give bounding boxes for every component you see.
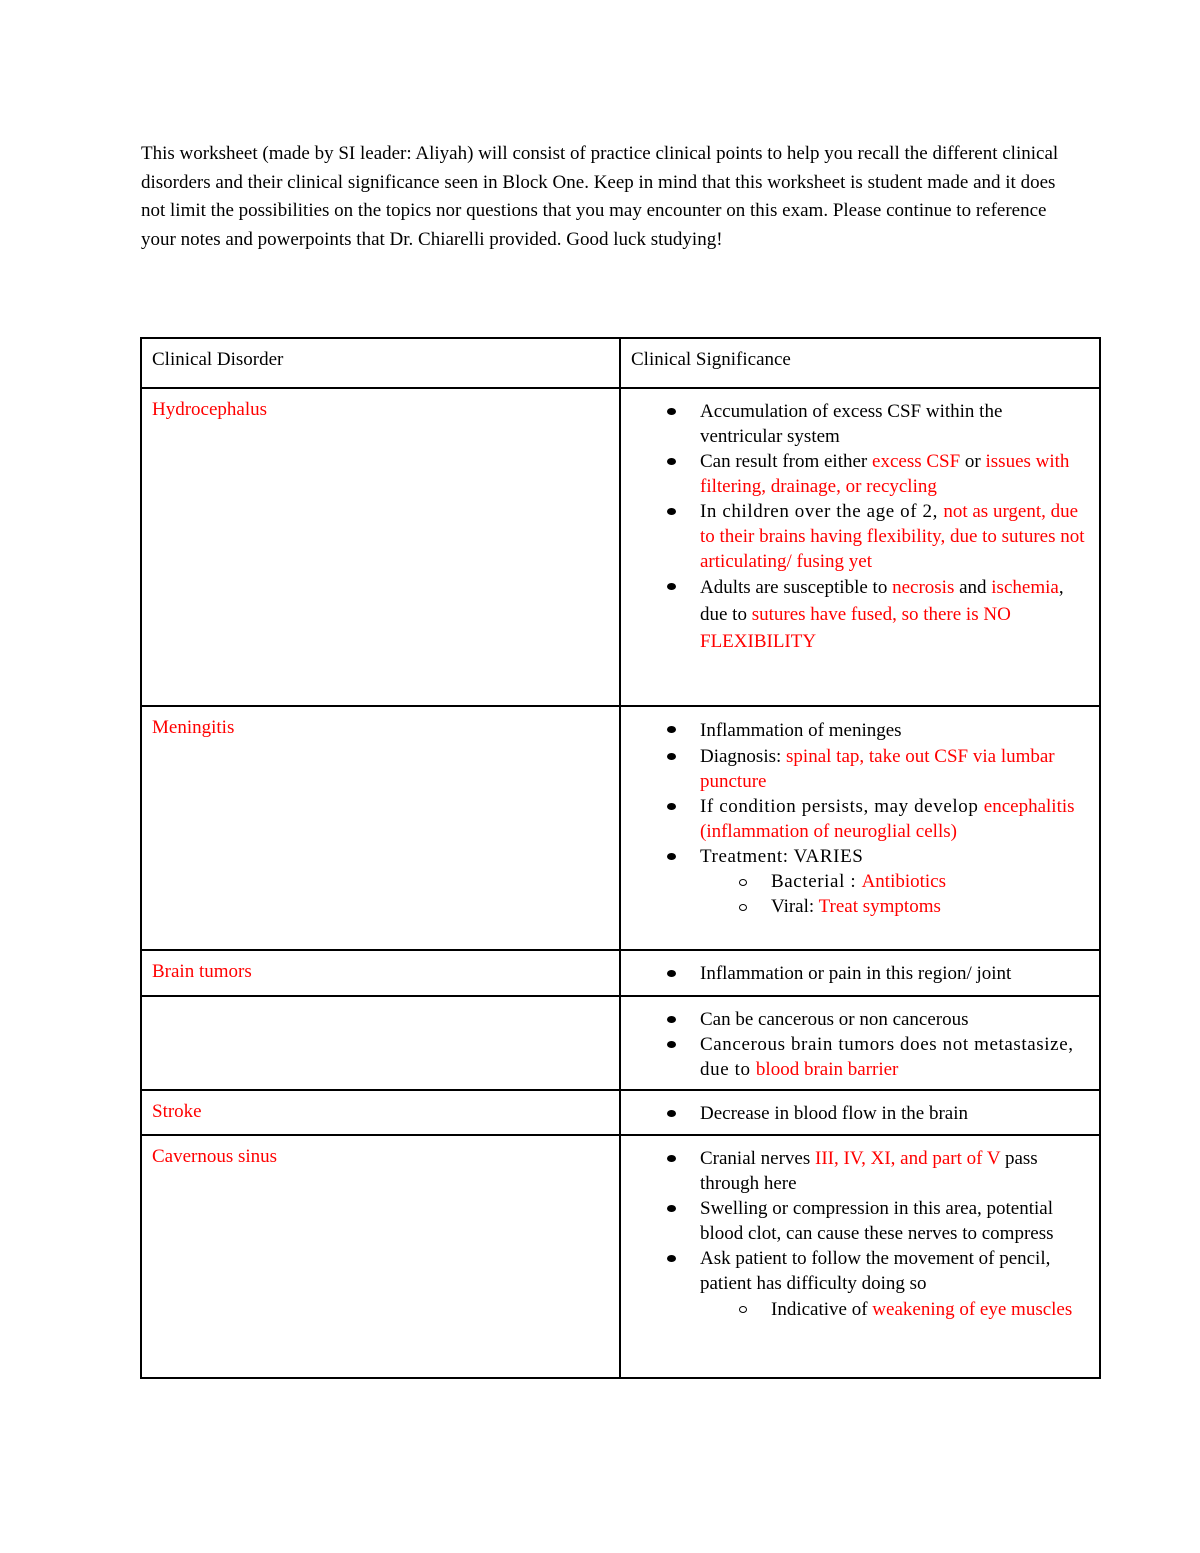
sub-list — [700, 1296, 1089, 1323]
significance-list — [631, 1007, 1089, 1082]
list-item: Accumulation of excess CSF within the ventricular system — [631, 399, 1089, 449]
disorder-name: Cavernous sinus — [152, 1146, 278, 1167]
clinical-table — [140, 337, 1101, 1379]
disorder-name: Hydrocephalus — [152, 399, 268, 420]
significance-list — [631, 399, 1089, 655]
significance-list — [631, 1146, 1089, 1323]
table-header-row — [141, 338, 1100, 388]
table-row — [141, 1090, 1100, 1135]
list-item: In children over the age of 2, not as urgent, due to their brains having flexibility, due to sutures not articulating/ fusing yet — [631, 499, 1089, 574]
disorder-name: Meningitis — [152, 717, 235, 738]
list-item: Adults are susceptible to necrosis and ischemia, due to sutures have fused, so there is NO FLEXIBILITY — [631, 574, 1089, 655]
list-item: Decrease in blood flow in the brain — [631, 1101, 1089, 1126]
list-item: Can be cancerous or non cancerous — [631, 1007, 1089, 1032]
table-row — [141, 950, 1100, 996]
significance-list — [631, 961, 1089, 986]
sub-list-item: Indicative of weakening of eye muscles — [700, 1296, 1089, 1323]
table-row — [141, 388, 1100, 706]
significance-list — [631, 717, 1089, 919]
list-item: Inflammation of meninges — [631, 717, 1089, 744]
significance-list — [631, 1101, 1089, 1126]
disorder-name: Stroke — [152, 1101, 202, 1122]
intro-paragraph: This worksheet (made by SI leader: Aliyah) will consist of practice clinical points to help you recall the different clinical disorders and their clinical significance seen in Block One. Keep in mind that this worksheet is student made and it does not limit the possibilities on the topics nor questions that you may encounter on this exam. Please continue to reference your notes and powerpoints that Dr. Chiarelli provided. Good luck studying! — [141, 143, 1059, 250]
list-item: Cranial nerves III, IV, XI, and part of V pass through here — [631, 1146, 1089, 1196]
sub-list-item: Bacterial : Antibiotics — [700, 869, 1089, 894]
list-item: Can result from either excess CSF or issues with filtering, drainage, or recycling — [631, 449, 1089, 499]
list-item: Cancerous brain tumors does not metastasize, due to blood brain barrier — [631, 1032, 1089, 1082]
list-item: Treatment: VARIES Bacterial : Antibiotics Viral: Treat symptoms — [631, 844, 1089, 919]
list-item: Inflammation or pain in this region/ joint — [631, 961, 1089, 986]
header-significance: Clinical Significance — [620, 338, 1100, 388]
sub-list — [700, 869, 1089, 919]
list-item: If condition persists, may develop encephalitis (inflammation of neuroglial cells) — [631, 794, 1089, 844]
list-item: Ask patient to follow the movement of pencil, patient has difficulty doing so Indicative of weakening of eye muscles — [631, 1246, 1089, 1323]
table-row — [141, 996, 1100, 1090]
header-disorder: Clinical Disorder — [141, 338, 620, 388]
list-item: Swelling or compression in this area, potential blood clot, can cause these nerves to compress — [631, 1196, 1089, 1246]
table-row — [141, 706, 1100, 950]
list-item: Diagnosis: spinal tap, take out CSF via lumbar puncture — [631, 744, 1089, 794]
disorder-name: Brain tumors — [152, 961, 252, 982]
table-row — [141, 1135, 1100, 1378]
sub-list-item: Viral: Treat symptoms — [700, 894, 1089, 919]
